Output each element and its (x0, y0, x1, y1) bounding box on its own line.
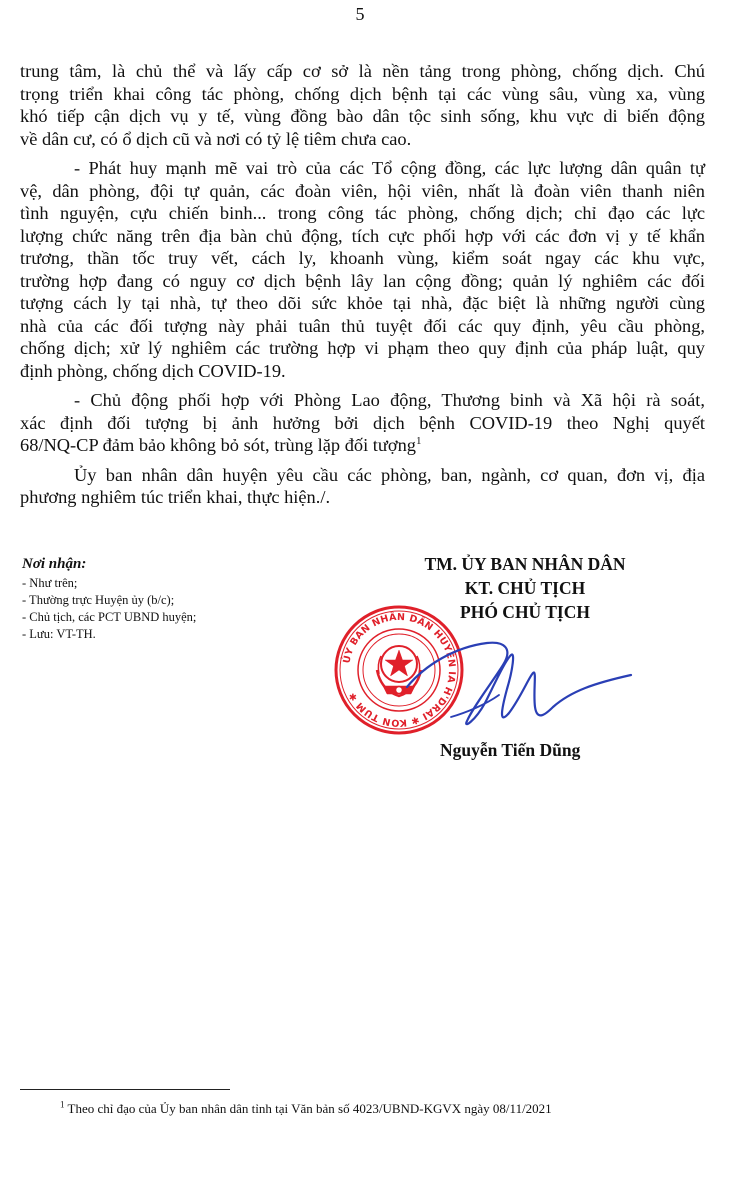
signer-title: PHÓ CHỦ TỊCH (460, 602, 590, 622)
text-line: nhà của các đối tượng này phải tuân thủ tuyệt đối các quy định, yêu cầu phòng, (20, 315, 705, 336)
text-line: xác định đối tượng bị ảnh hưởng bởi dịch bệnh COVID-19 theo Nghị quyết (20, 412, 705, 433)
text-line: chống dịch; xử lý nghiêm các trường hợp vi phạm theo quy định của pháp luật, quy (20, 338, 705, 358)
signer-name: Nguyễn Tiến Dũng (440, 740, 581, 760)
signer-organization: TM. ỦY BAN NHÂN DÂN (424, 554, 626, 574)
footnote-text: Theo chỉ đạo của Ủy ban nhân dân tỉnh tại Văn bản số 4023/UBND-KGVX ngày 08/11/2021 (67, 1101, 552, 1116)
body-text (20, 60, 705, 516)
recipient-item: - Lưu: VT-TH. (22, 627, 96, 641)
text-line: khó tiếp cận dịch vụ y tế, vùng đồng bào dân tộc sinh sống, khu vực di biến động (20, 106, 705, 126)
text-line: phương nghiêm túc triển khai, thực hiện./. (20, 487, 331, 507)
paragraph-3 (20, 389, 705, 457)
text-line: - Chủ động phối hợp với Phòng Lao động, Thương binh và Xã hội rà soát, (74, 390, 705, 410)
text-line: trường hợp đang có nguy cơ dịch bệnh lây lan cộng đồng; quản lý nghiêm các đối (20, 270, 705, 291)
recipient-item: - Thường trực Huyện ủy (b/c); (22, 593, 175, 607)
footnote-reference[interactable]: 1 (416, 434, 422, 447)
signer-authority: KT. CHỦ TỊCH (464, 578, 586, 598)
footnote-marker: 1 (60, 1099, 65, 1110)
page-number: 5 (355, 4, 365, 24)
paragraph-4 (20, 464, 705, 509)
recipients-heading: Nơi nhận: (22, 556, 87, 572)
paragraph-1 (20, 60, 705, 150)
text-line: định phòng, chống dịch COVID-19. (20, 360, 286, 381)
text-line: - Phát huy mạnh mẽ vai trò của các Tổ cộng đồng, các lực lượng dân quân tự (74, 158, 705, 178)
text-line: 68/NQ-CP đảm bảo không bỏ sót, trùng lặp đối tượng (20, 435, 416, 455)
text-line: lượng chức năng trên địa bàn chủ động, tích cực phối hợp với các đơn vị y tế khẩn (20, 225, 705, 246)
recipient-item: - Như trên; (22, 576, 78, 590)
text-line: trọng triển khai công tác phòng, chống dịch bệnh tại các vùng sâu, vùng xa, vùng (20, 83, 705, 104)
text-line: trương, thần tốc truy vết, cách ly, khoanh vùng, kiểm soát ngay các khu vực, (20, 248, 705, 268)
text-line: trung tâm, là chủ thể và lấy cấp cơ sở là nền tảng trong phòng, chống dịch. Chú (20, 61, 705, 81)
text-line: Ủy ban nhân dân huyện yêu cầu các phòng, ban, ngành, cơ quan, đơn vị, địa (74, 464, 705, 485)
text-line: vệ, dân phòng, đội tự quản, các đoàn viên, hội viên, nhất là đoàn viên thanh niên (20, 180, 705, 201)
recipients-list (22, 575, 322, 643)
svg-text:ỦY BAN NHÂN DÂN HUYỆN IA H'DRA: ỦY BAN NHÂN DÂN HUYỆN IA H'DRAI ✱ KON TUM ✱ (341, 611, 458, 729)
text-line: về dân cư, có ổ dịch cũ và nơi có tỷ lệ tiêm chưa cao. (20, 128, 412, 149)
handwritten-signature-icon (395, 625, 635, 745)
recipient-item: - Chủ tịch, các PCT UBND huyện; (22, 610, 197, 624)
paragraph-2 (20, 157, 705, 382)
footnote-separator (20, 1089, 230, 1090)
text-line: tượng cách ly tại nhà, tự theo dõi sức khỏe tại nhà, đặc biệt là những người cùng (20, 293, 705, 313)
text-line-with-footnote (20, 434, 705, 457)
recipients-block (22, 556, 322, 643)
text-line: tình nguyện, cựu chiến binh... trong công tác phòng, chống dịch; chỉ đạo các lực (20, 203, 705, 223)
footnote (60, 1101, 700, 1117)
